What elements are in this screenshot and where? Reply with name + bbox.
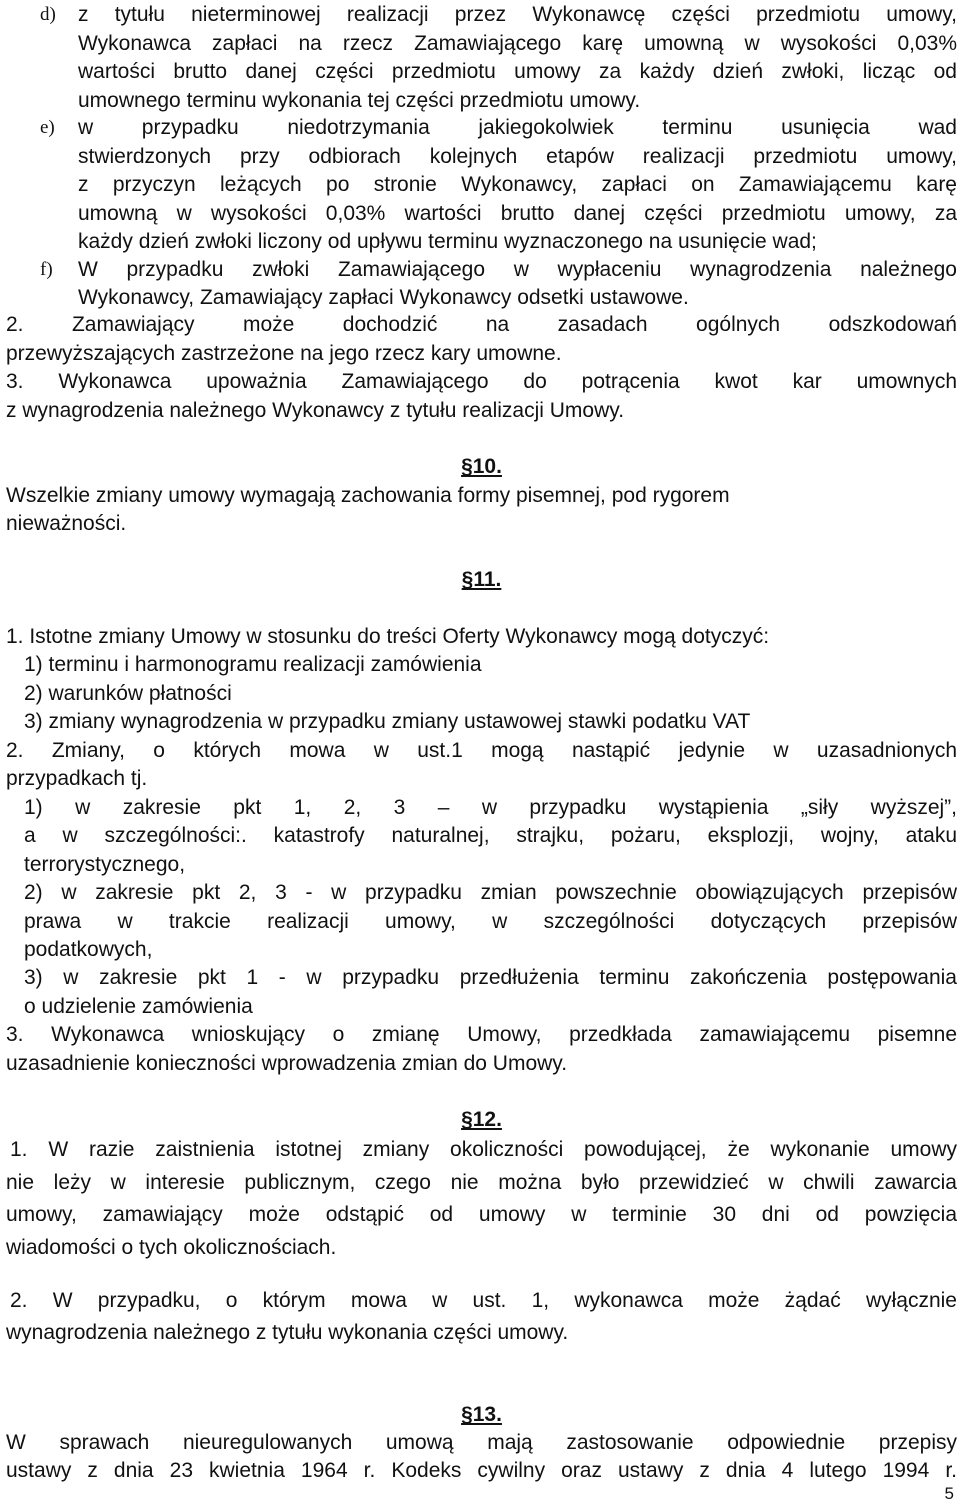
item-e-line-2: stwierdzonych przy odbiorach kolejnych etapów realizacji przedmiotu umowy, — [78, 145, 957, 168]
section-11-heading: §11. — [461, 568, 502, 591]
section-11-line-15: 3. Wykonawca wnioskujący o zmianę Umowy, przedkłada zamawiającemu pisemne — [6, 1023, 957, 1046]
item-d-line-3: wartości brutto danej części przedmiotu umowy za każdy dzień zwłoki, licząc od — [78, 60, 957, 83]
section-11-line-4: 3) zmiany wynagrodzenia w przypadku zmiany ustawowej stawki podatku VAT — [24, 710, 751, 733]
section-12-line-5: 2. W przypadku, o którym mowa w ust. 1, wykonawca może żądać wyłącznie — [10, 1289, 957, 1312]
paragraph-3-line-2: z wynagrodzenia należnego Wykonawcy z tytułu realizacji Umowy. — [6, 399, 625, 422]
item-e-line-1: w przypadku niedotrzymania jakiegokolwiek terminu usunięcia wad — [78, 116, 957, 139]
item-e-line-5: każdy dzień zwłoki liczony od upływu terminu wyznaczonego na usunięcie wad; — [78, 230, 817, 253]
item-d-line-2: Wykonawca zapłaci na rzecz Zamawiającego karę umowną w wysokości 0,03% — [78, 32, 957, 55]
section-11-line-5: 2. Zmiany, o których mowa w ust.1 mogą nastąpić jedynie w uzasadnionych — [6, 739, 957, 762]
paragraph-3-line-1: 3. Wykonawca upoważnia Zamawiającego do potrącenia kwot kar umownych — [6, 370, 957, 393]
section-12-line-3: umowy, zamawiający może odstąpić od umowy w terminie 30 dni od powzięcia — [6, 1203, 957, 1226]
paragraph-2-line-1: 2. Zamawiający może dochodzić na zasadach ogólnych odszkodowań — [6, 313, 957, 336]
page-number: 5 — [944, 1484, 954, 1503]
section-10-heading: §10. — [461, 455, 502, 478]
list-marker-e: e) — [40, 117, 55, 138]
section-11-line-7: 1) w zakresie pkt 1, 2, 3 – w przypadku wystąpienia „siły wyższej”, — [24, 796, 957, 819]
section-11-line-13: 3) w zakresie pkt 1 - w przypadku przedłużenia terminu zakończenia postępowania — [24, 966, 957, 989]
section-11-line-1: 1. Istotne zmiany Umowy w stosunku do treści Oferty Wykonawcy mogą dotyczyć: — [6, 625, 770, 648]
section-13-heading: §13. — [461, 1403, 502, 1426]
item-d-line-4: umownego terminu wykonania tej części przedmiotu umowy. — [78, 89, 641, 112]
paragraph-2-line-2: przewyższających zastrzeżone na jego rzecz kary umowne. — [6, 342, 562, 365]
item-e-line-4: umowną w wysokości 0,03% wartości brutto danej części przedmiotu umowy, za — [78, 202, 957, 225]
section-11-line-2: 1) terminu i harmonogramu realizacji zamówienia — [24, 653, 482, 676]
section-11-line-6: przypadkach tj. — [6, 767, 148, 790]
section-13-line-1: W sprawach nieuregulowanych umową mają zastosowanie odpowiednie przepisy — [6, 1431, 957, 1454]
item-e-line-3: z przyczyn leżących po stronie Wykonawcy, zapłaci on Zamawiającemu karę — [78, 173, 957, 196]
section-11-line-14: o udzielenie zamówienia — [24, 995, 253, 1018]
list-marker-f: f) — [40, 259, 53, 280]
section-12-heading: §12. — [461, 1108, 502, 1131]
section-10-line-2: nieważności. — [6, 512, 127, 535]
section-11-line-16: uzasadnienie konieczności wprowadzenia zmian do Umowy. — [6, 1052, 568, 1075]
section-11-line-11: prawa w trakcie realizacji umowy, w szczególności dotyczących przepisów — [24, 910, 957, 933]
item-f-line-1: W przypadku zwłoki Zamawiającego w wypłaceniu wynagrodzenia należnego — [78, 258, 957, 281]
section-11-line-8: a w szczególności:. katastrofy naturalnej, strajku, pożaru, eksplozji, wojny, ataku — [24, 824, 957, 847]
item-d-line-1: z tytułu nieterminowej realizacji przez Wykonawcę części przedmiotu umowy, — [78, 3, 957, 26]
section-12-line-6: wynagrodzenia należnego z tytułu wykonania części umowy. — [6, 1321, 569, 1344]
section-11-line-9: terrorystycznego, — [24, 853, 186, 876]
section-12-line-2: nie leży w interesie publicznym, czego nie można było przewidzieć w chwili zawarcia — [6, 1171, 957, 1194]
list-marker-d: d) — [40, 4, 56, 25]
section-11-line-12: podatkowych, — [24, 938, 153, 961]
section-11-line-10: 2) w zakresie pkt 2, 3 - w przypadku zmian powszechnie obowiązujących przepisów — [24, 881, 957, 904]
section-12-line-1: 1. W razie zaistnienia istotnej zmiany okoliczności powodującej, że wykonanie umowy — [10, 1138, 957, 1161]
section-11-line-3: 2) warunków płatności — [24, 682, 232, 705]
item-f-line-2: Wykonawcy, Zamawiający zapłaci Wykonawcy odsetki ustawowe. — [78, 286, 689, 309]
section-10-line-1: Wszelkie zmiany umowy wymagają zachowania formy pisemnej, pod rygorem — [6, 484, 730, 507]
section-13-line-2: ustawy z dnia 23 kwietnia 1964 r. Kodeks cywilny oraz ustawy z dnia 4 lutego 1994 r. — [6, 1459, 957, 1482]
section-12-line-4: wiadomości o tych okolicznościach. — [6, 1236, 337, 1259]
